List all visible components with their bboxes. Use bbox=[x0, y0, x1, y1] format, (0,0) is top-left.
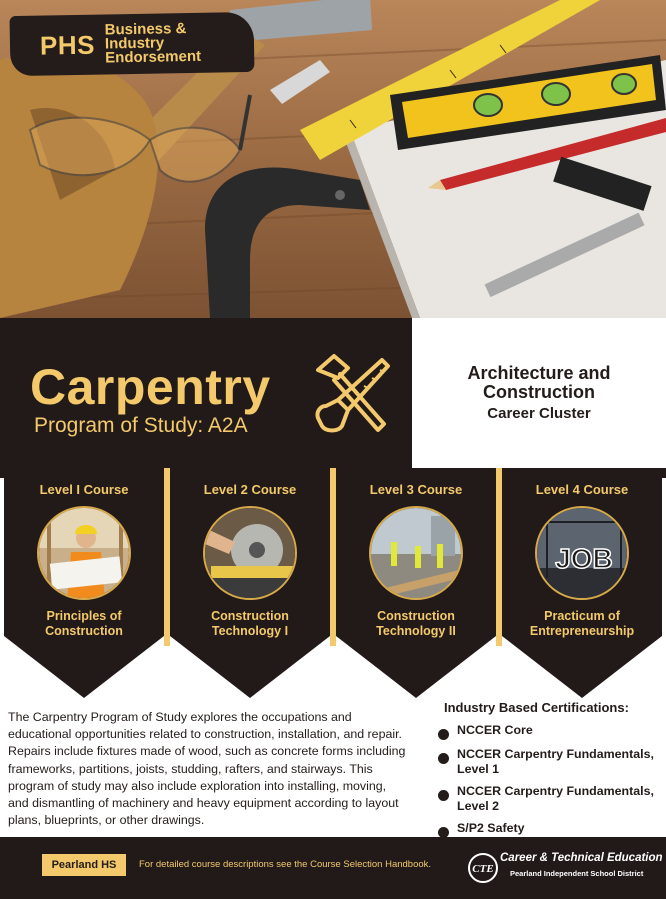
footer bbox=[0, 837, 666, 899]
certifications bbox=[438, 700, 662, 845]
course-photo-job-sign bbox=[535, 506, 629, 600]
course-photo-miter-saw bbox=[203, 506, 297, 600]
course-name-line-1: Practicum of bbox=[544, 609, 620, 623]
badge-line-3: Endorsement bbox=[105, 47, 202, 67]
certification-label: NCCER Core bbox=[457, 723, 533, 737]
cluster-line-2: Construction bbox=[483, 382, 595, 402]
cluster-line-1: Architecture and bbox=[467, 363, 611, 383]
course-name-line-1: Principles of bbox=[46, 609, 122, 623]
school-badge: Pearland HS bbox=[42, 854, 126, 876]
course-photo-worker bbox=[37, 506, 131, 600]
badge-phs: PHS bbox=[39, 29, 96, 61]
org-title: Career & Technical Education bbox=[500, 852, 663, 864]
course-name bbox=[4, 609, 164, 639]
badge-line-1: Business & bbox=[104, 20, 187, 39]
hero-photo bbox=[0, 0, 666, 318]
course-level-label: Level 4 Course bbox=[535, 482, 629, 497]
badge-line-2: Industry bbox=[104, 34, 165, 53]
course-name bbox=[502, 609, 662, 639]
cluster-line-3: Career Cluster bbox=[487, 405, 591, 422]
course-level-4 bbox=[502, 468, 662, 698]
bullet-icon bbox=[438, 790, 449, 801]
certification-item bbox=[438, 784, 662, 814]
cte-logo-icon bbox=[466, 851, 500, 885]
badge-text bbox=[105, 22, 202, 66]
course-level-label: Level I Course bbox=[39, 482, 129, 497]
bullet-icon bbox=[438, 753, 449, 764]
course-name bbox=[336, 609, 496, 639]
course-name-line-2: Technology II bbox=[376, 624, 456, 638]
career-cluster bbox=[412, 318, 666, 468]
job-sign-text: JOB bbox=[555, 543, 613, 574]
course-photo-site-crew bbox=[369, 506, 463, 600]
course-level-label: Level 3 Course bbox=[369, 482, 463, 497]
course-name-line-2: Entrepreneurship bbox=[529, 624, 635, 638]
footer-note: For detailed course descriptions see the Course Selection Handbook. bbox=[139, 859, 432, 870]
hammer-saw-icon bbox=[308, 352, 394, 438]
bullet-icon bbox=[438, 729, 449, 740]
course-level-label: Level 2 Course bbox=[203, 482, 297, 497]
course-name bbox=[170, 609, 330, 639]
cte-logo-letters: CTE bbox=[472, 863, 494, 875]
program-description: The Carpentry Program of Study explores the occupations and educational opportunities related to construction, installation, and repair. Repairs include fixtures made of wood, such as concrete forms including frameworks, partitions, joists, studding, rafters, and stairways. This program of study may also include exploration into installing, moving, and dismantling of machinery and heavy equipment according to layout plans, blueprints, or other drawings. bbox=[8, 710, 406, 828]
course-name-line-1: Construction bbox=[377, 609, 455, 623]
certification-item bbox=[438, 747, 662, 777]
course-name-line-2: Technology I bbox=[211, 624, 289, 638]
certification-label: NCCER Carpentry Fundamentals, Level 2 bbox=[457, 784, 654, 813]
org-subtitle: Pearland Independent School District bbox=[510, 869, 644, 878]
certification-label: S/P2 Safety bbox=[457, 821, 525, 835]
certification-item bbox=[438, 821, 662, 838]
program-of-study: Program of Study: A2A bbox=[34, 414, 248, 437]
page-title: Carpentry bbox=[30, 359, 271, 415]
course-name-line-1: Construction bbox=[211, 609, 289, 623]
course-level-2 bbox=[170, 468, 330, 698]
endorsement-badge bbox=[9, 12, 254, 76]
course-level-3 bbox=[336, 468, 496, 698]
certifications-title: Industry Based Certifications: bbox=[444, 700, 629, 715]
course-name-line-2: Construction bbox=[45, 624, 123, 638]
course-sequence bbox=[0, 468, 666, 698]
course-level-1 bbox=[4, 468, 164, 698]
certification-label: NCCER Carpentry Fundamentals, Level 1 bbox=[457, 747, 654, 776]
certification-item bbox=[438, 723, 662, 740]
